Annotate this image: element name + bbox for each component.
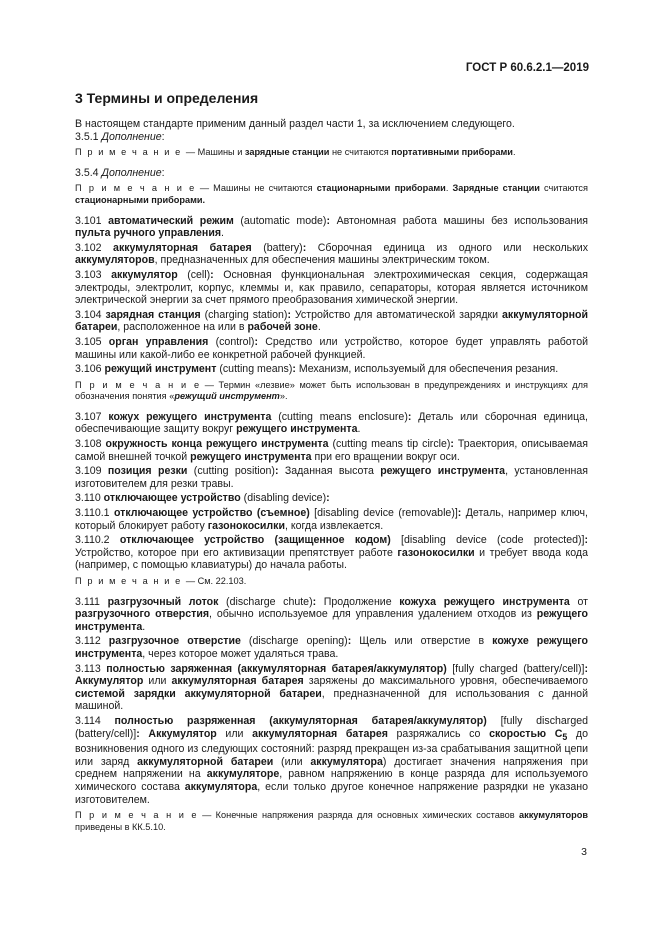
- term-paragraph: 3.104 зарядная станция (charging station): Устройство для автоматической зарядки аккумуляторной батареи, расположенное на или в рабочей зоне.: [75, 308, 588, 334]
- note: [75, 576, 588, 588]
- note-text: — Конечные напряжения разряда для основных химических составов аккумуляторов приведены в КК.5.10.: [75, 810, 589, 832]
- note-text: — Машины и зарядные станции не считаются портативными приборами.: [185, 147, 516, 158]
- note: [75, 147, 588, 159]
- note: [75, 183, 588, 206]
- term-paragraph: 3.108 окружность конца режущего инструмента (cutting means tip circle): Траектория, описываемая самой внешней точкой режущего инструмента при его вращении вокруг оси.: [75, 438, 588, 463]
- term-paragraph: 3.111 разгрузочный лоток (discharge chute): Продолжение кожуха режущего инструмента от разгрузочного отверстия, обычно используемое для управления удалением отходов из режущего инструмента.: [75, 595, 588, 633]
- note-label: П р и м е ч а н и е: [75, 576, 182, 586]
- note: [75, 380, 588, 403]
- note-label: П р и м е ч а н и е: [75, 147, 182, 158]
- term-paragraph: 3.5.1 Дополнение:: [75, 130, 165, 143]
- term-paragraph: 3.103 аккумулятор (cell): Основная функциональная электрохимическая секция, содержащая электроды, электролит, корпус, клеммы и, как правило, сепараторы, которая является источником электрической энергии за счет прямого преобразования химической энергии.: [75, 268, 588, 307]
- term-paragraph: 3.102 аккумуляторная батарея (battery): Сборочная единица из одного или нескольких аккумуляторов, предназначенных для обеспечения машины электрическим током.: [75, 241, 588, 267]
- term-paragraph: 3.107 кожух режущего инструмента (cutting means enclosure): Деталь или сборочная единица, обеспечивающие защиту вокруг режущего инструмента.: [75, 410, 588, 436]
- term-paragraph: 3.105 орган управления (control): Средство или устройство, которое будет управлять работой машины или какой-либо ее конкретной рабочей функцией.: [75, 335, 588, 361]
- section-title: 3 Термины и определения: [75, 90, 259, 106]
- note-label: П р и м е ч а н и е: [75, 379, 201, 390]
- term-paragraph: 3.109 позиция резки (cutting position): Заданная высота режущего инструмента, установленная изготовителем для резки травы.: [75, 465, 588, 490]
- term-paragraph: 3.101 автоматический режим (automatic mode): Автономная работа машины без использования пульта ручного управления.: [75, 214, 588, 240]
- term-paragraph: 3.5.4 Дополнение:: [75, 166, 165, 179]
- note-text: — Термин «лезвие» может быть использован в предупреждениях и инструкциях для обозначения понятия «режущий инструмент».: [75, 379, 588, 402]
- document-code: ГОСТ Р 60.6.2.1—2019: [465, 62, 589, 74]
- term-paragraph: 3.113 полностью заряженная (аккумуляторная батарея/аккумулятор) [fully charged (battery/cell)]: Аккумулятор или аккумуляторная батарея заряжены до максимального уровня, обеспечиваемого системой зарядки аккумуляторной батареи, предназначенной для использования с данной машиной.: [75, 662, 588, 713]
- note-text: — См. 22.103.: [185, 576, 247, 586]
- term-paragraph: 3.110.1 отключающее устройство (съемное) [disabling device (removable)]: Деталь, например ключ, который блокирует работу газонокосилки, когда извлекается.: [75, 507, 588, 532]
- term-paragraph: 3.112 разгрузочное отверстие (discharge opening): Щель или отверстие в кожухе режущего инструмента, через которое может удаляться трава.: [75, 635, 588, 660]
- note: [75, 810, 588, 833]
- note-label: П р и м е ч а н и е: [75, 183, 196, 194]
- note-text: — Машины не считаются стационарными приборами. Зарядные станции считаются стационарными приборами.: [75, 183, 589, 205]
- term-paragraph: 3.114 полностью разряженная (аккумуляторная батарея/аккумулятор) [fully discharged (battery/cell)]: Аккумулятор или аккумуляторная батарея разряжались со скоростью $C_5$ до возникновения одного из следующих состояний: разряд прекращен из-за срабатывания защитной цепи или заряд аккумуляторной батареи (или аккумулятора) достигает значения напряжения при среднем напряжении на аккумуляторе, равном напряжению в конце разряда для используемого химического состава аккумулятора, если только другое конечное напряжение разрядки не указано изготовителем.: [75, 714, 589, 806]
- page-number: 3: [581, 846, 587, 858]
- term-paragraph: 3.106 режущий инструмент (cutting means): Механизм, используемый для обеспечения резания.: [75, 363, 559, 376]
- term-paragraph: 3.110 отключающее устройство (disabling device):: [75, 492, 330, 505]
- term-paragraph: 3.110.2 отключающее устройство (защищенное кодом) [disabling device (code protected)]: Устройство, которое при его активизации препятствует работе газонокосилки и требует ввода кода (например, с помощью клавиатуры) до начала работы.: [75, 534, 588, 572]
- terms-list: [75, 118, 588, 833]
- note-label: П р и м е ч а н и е: [75, 810, 199, 821]
- term-paragraph: В настоящем стандарте применим данный раздел части 1, за исключением следующего.: [75, 118, 515, 130]
- page-content: [75, 90, 588, 841]
